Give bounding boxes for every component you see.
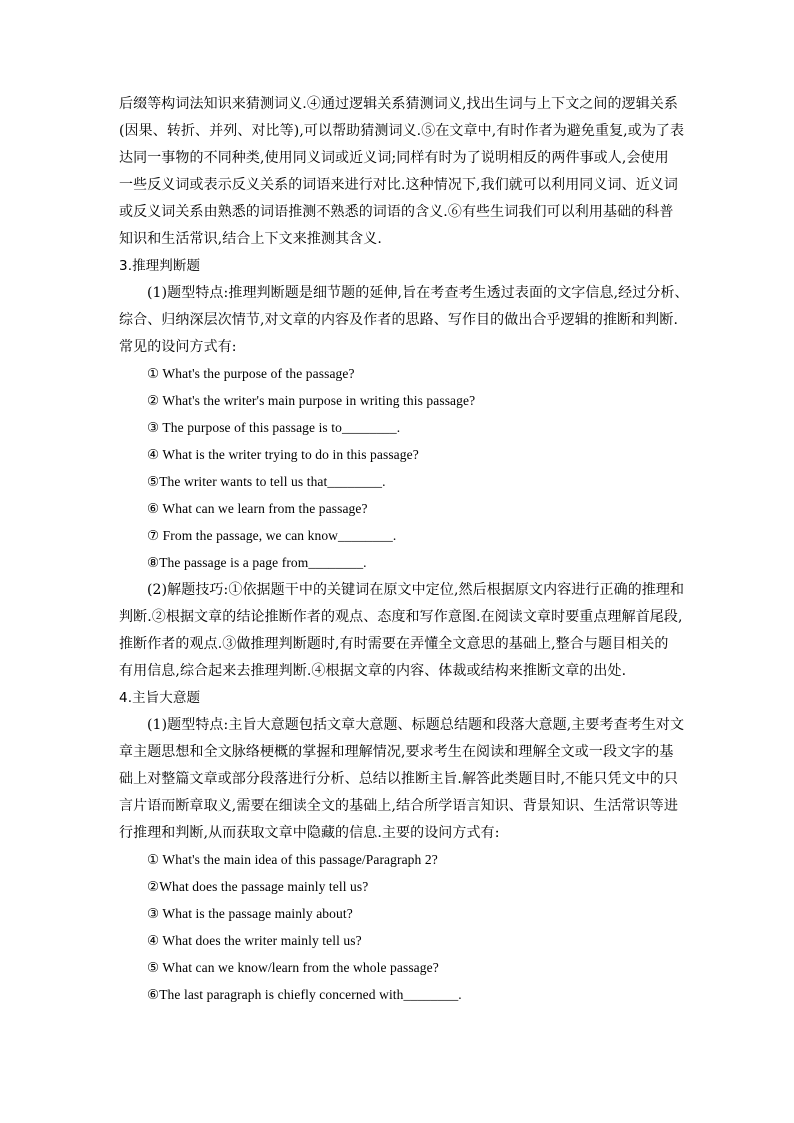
- paragraph-line: 言片语而断章取义,需要在细读全文的基础上,结合所学语言知识、背景知识、生活常识等进: [119, 798, 678, 814]
- question-item: ⑦ From the passage, we can know________.: [147, 528, 397, 543]
- paragraph-line: 有用信息,综合起来去推理判断.④根据文章的内容、体裁或结构来推断文章的出处.: [119, 663, 627, 679]
- paragraph-line: (因果、转折、并列、对比等),可以帮助猜测词义.⑤在文章中,有时作者为避免重复,或为了表: [119, 123, 685, 139]
- question-item: ④ What does the writer mainly tell us?: [147, 933, 362, 948]
- question-item: ⑤The writer wants to tell us that________.: [147, 474, 386, 489]
- question-item: ⑤ What can we know/learn from the whole passage?: [147, 960, 439, 975]
- paragraph-line: 一些反义词或表示反义关系的词语来进行对比.这种情况下,我们就可以利用同义词、近义词: [119, 177, 678, 193]
- paragraph-line: 达同一事物的不同种类,使用同义词或近义词;同样有时为了说明相反的两件事或人,会使用: [119, 150, 669, 166]
- section-heading-4: 4.主旨大意题: [119, 690, 201, 706]
- paragraph-line: 后缀等构词法知识来猜测词义.④通过逻辑关系猜测词义,找出生词与上下文之间的逻辑关系: [119, 96, 678, 112]
- paragraph-line: 章主题思想和全文脉络梗概的掌握和理解情况,要求考生在阅读和理解全文或一段文字的基: [119, 744, 674, 760]
- question-item: ⑧The passage is a page from________.: [147, 555, 367, 570]
- paragraph-line: (2)解题技巧:①依据题干中的关键词在原文中定位,然后根据原文内容进行正确的推理和: [147, 582, 685, 598]
- paragraph-line: 知识和生活常识,结合上下文来推测其含义.: [119, 231, 382, 247]
- paragraph-line: (1)题型特点:主旨大意题包括文章大意题、标题总结题和段落大意题,主要考查考生对文: [147, 717, 685, 733]
- paragraph-line: 或反义词关系由熟悉的词语推测不熟悉的词语的含义.⑥有些生词我们可以利用基础的科普: [119, 204, 674, 220]
- section-heading-3: 3.推理判断题: [119, 258, 201, 274]
- question-item: ① What's the purpose of the passage?: [147, 366, 355, 381]
- paragraph-line: 判断.②根据文章的结论推断作者的观点、态度和写作意图.在阅读文章时要重点理解首尾段,: [119, 609, 683, 625]
- question-item: ③ The purpose of this passage is to________.: [147, 420, 401, 435]
- question-item: ① What's the main idea of this passage/Paragraph 2?: [147, 852, 438, 867]
- paragraph-line: 常见的设问方式有:: [119, 339, 237, 355]
- question-item: ⑥ What can we learn from the passage?: [147, 501, 368, 516]
- question-item: ⑥The last paragraph is chiefly concerned with________.: [147, 987, 462, 1002]
- question-item: ③ What is the passage mainly about?: [147, 906, 353, 921]
- question-item: ④ What is the writer trying to do in this passage?: [147, 447, 419, 462]
- paragraph-line: 综合、归纳深层次情节,对文章的内容及作者的思路、写作目的做出合乎逻辑的推断和判断.: [119, 312, 678, 328]
- question-item: ②What does the passage mainly tell us?: [147, 879, 369, 894]
- paragraph-line: 行推理和判断,从而获取文章中隐藏的信息.主要的设问方式有:: [119, 825, 500, 841]
- paragraph-line: 推断作者的观点.③做推理判断题时,有时需要在弄懂全文意思的基础上,整合与题目相关的: [119, 636, 669, 652]
- question-item: ② What's the writer's main purpose in writing this passage?: [147, 393, 476, 408]
- paragraph-line: 础上对整篇文章或部分段落进行分析、总结以推断主旨.解答此类题目时,不能只凭文中的只: [119, 771, 678, 787]
- paragraph-line: (1)题型特点:推理判断题是细节题的延伸,旨在考查考生透过表面的文字信息,经过分析、: [147, 285, 689, 301]
